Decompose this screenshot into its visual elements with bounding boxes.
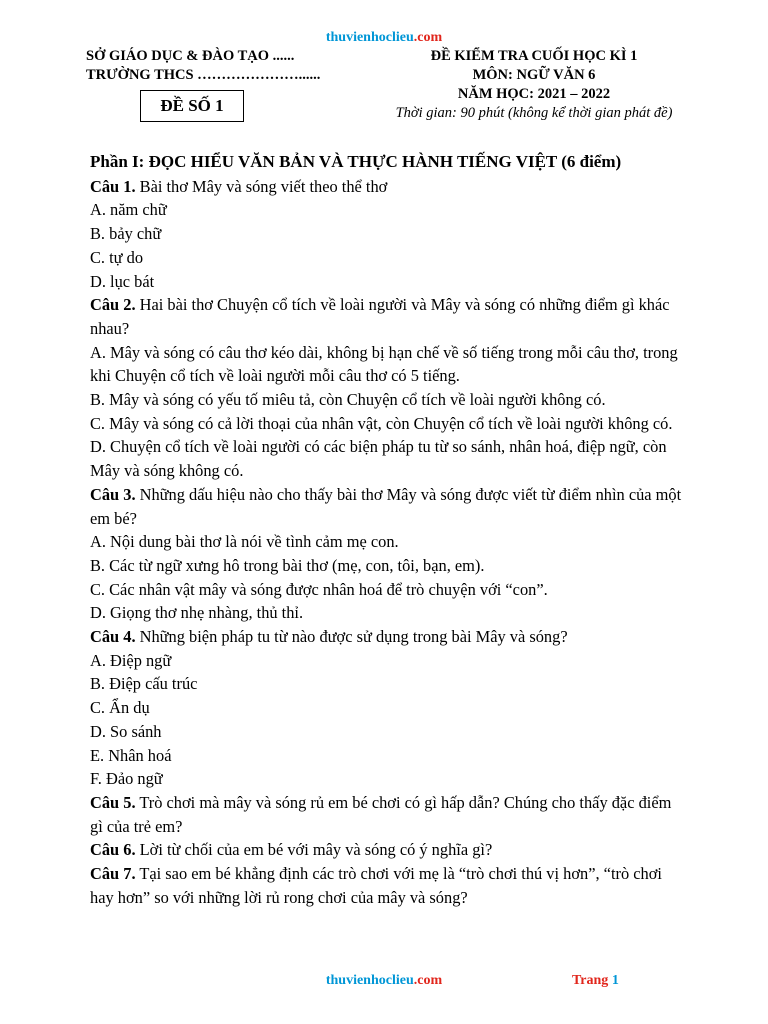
question (90, 175, 686, 199)
department-name: SỞ GIÁO DỤC & ĐÀO TẠO ...... (86, 48, 295, 64)
page-label: Trang (572, 973, 609, 988)
answer-option: D. Giọng thơ nhẹ nhàng, thủ thỉ. (90, 603, 304, 623)
question (90, 791, 686, 838)
answer-option: C. Ẩn dụ (90, 698, 150, 718)
question-list (90, 175, 686, 910)
question-label: Câu 6. (90, 840, 136, 860)
site-watermark-bottom (0, 973, 768, 989)
site-name: thuvienhoclieu (325, 30, 414, 45)
question-text: Tại sao em bé khẳng định các trò chơi với mẹ là “trò chơi thú vị hơn”, “trò chơi hay hơn” so với những lời rủ rong chơi của mây và sóng? (90, 864, 662, 907)
answer-option: A. Nội dung bài thơ là nói về tình cảm mẹ con. (90, 532, 399, 552)
answer-option: A. Mây và sóng có câu thơ kéo dài, không bị hạn chế về số tiếng trong mỗi câu thơ, trong khi Chuyện cổ tích về loài người mỗi câu thơ có 5 tiếng. (90, 342, 678, 386)
question-text: Trò chơi mà mây và sóng rủ em bé chơi có gì hấp dẫn? Chúng cho thấy đặc điểm gì của trẻ em? (90, 792, 672, 836)
question-label: Câu 7. (90, 864, 136, 884)
question-label: Câu 5. (90, 792, 136, 812)
answer-option: B. Các từ ngữ xưng hô trong bài thơ (mẹ, con, tôi, bạn, em). (90, 555, 485, 575)
answer-option: A. năm chữ (90, 200, 167, 220)
page-footer (0, 973, 768, 993)
answer-option: F. Đảo ngữ (90, 769, 163, 789)
page-number (572, 973, 619, 989)
site-domain: .com (413, 30, 443, 45)
answer-option: A. Điệp ngữ (90, 650, 172, 670)
question-label: Câu 4. (90, 627, 136, 647)
question (90, 293, 686, 340)
question-label: Câu 1. (90, 176, 136, 196)
question (90, 483, 686, 530)
question-text: Những biện pháp tu từ nào được sử dụng trong bài Mây và sóng? (135, 627, 568, 647)
exam-title: ĐỀ KIỂM TRA CUỐI HỌC KÌ 1 (430, 48, 638, 64)
question (90, 625, 686, 649)
exam-content (90, 150, 686, 910)
question-text: Hai bài thơ Chuyện cổ tích về loài người và Mây và sóng có những điểm gì khác nhau? (90, 295, 670, 338)
page-number-value: 1 (611, 973, 619, 988)
section-title: Phần I: ĐỌC HIỂU VĂN BẢN VÀ THỰC HÀNH TIẾNG VIỆT (6 điểm) (90, 152, 622, 171)
answer-option: B. Mây và sóng có yếu tố miêu tả, còn Chuyện cổ tích về loài người không có. (90, 390, 606, 410)
question (90, 838, 686, 862)
answer-option: B. bảy chữ (90, 224, 162, 244)
answer-option: D. Chuyện cổ tích về loài người có các biện pháp tu từ so sánh, nhân hoá, điệp ngữ, còn Mây và sóng không có. (90, 437, 667, 481)
answer-option: D. lục bát (90, 271, 155, 291)
header-left (86, 47, 320, 85)
school-name: TRƯỜNG THCS …………………...... (86, 67, 321, 83)
answer-option: D. So sánh (90, 721, 162, 741)
answer-option: C. Các nhân vật mây và sóng được nhân hoá để trò chuyện với “con”. (90, 579, 548, 599)
header-right (372, 47, 696, 123)
answer-option: E. Nhân hoá (90, 745, 172, 765)
question-text: Bài thơ Mây và sóng viết theo thể thơ (135, 176, 388, 196)
question-label: Câu 3. (90, 484, 136, 504)
answer-option: C. Mây và sóng có cả lời thoại của nhân vật, còn Chuyện cổ tích về loài người không có. (90, 413, 673, 433)
time-limit: Thời gian: 90 phút (không kể thời gian phát đề) (395, 105, 673, 121)
question-label: Câu 2. (90, 295, 136, 315)
school-year: NĂM HỌC: 2021 – 2022 (457, 86, 611, 102)
question-text: Những dấu hiệu nào cho thấy bài thơ Mây và sóng được viết từ điểm nhìn của một em bé? (90, 484, 682, 528)
exam-code-box: ĐỀ SỐ 1 (140, 90, 244, 122)
site-domain: .com (413, 973, 443, 988)
question (90, 862, 686, 909)
site-name: thuvienhoclieu (325, 973, 414, 988)
answer-option: C. tự do (90, 247, 144, 267)
subject-name: MÔN: NGỮ VĂN 6 (472, 67, 596, 83)
question-text: Lời từ chối của em bé với mây và sóng có ý nghĩa gì? (135, 840, 493, 860)
site-watermark-top (0, 30, 768, 46)
answer-option: B. Điệp cấu trúc (90, 674, 198, 694)
